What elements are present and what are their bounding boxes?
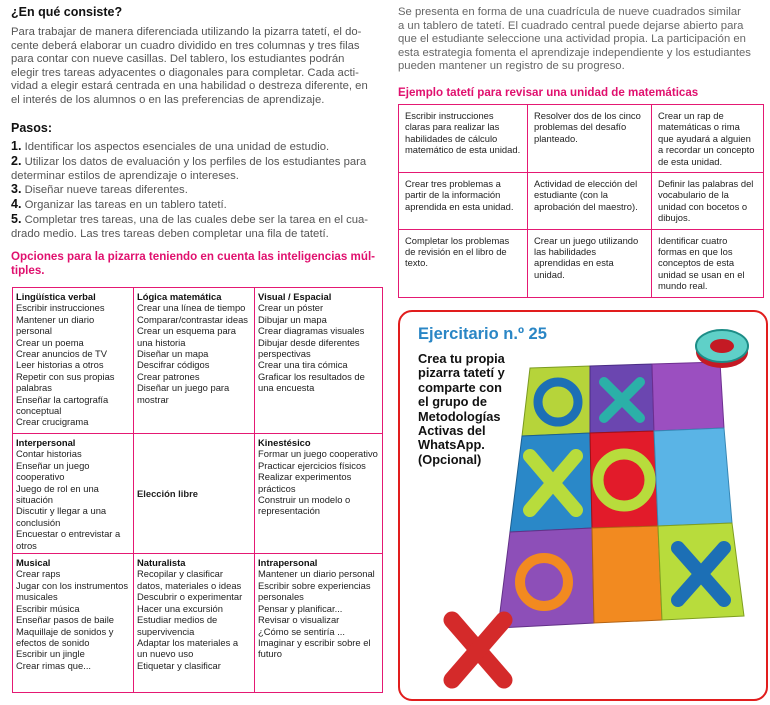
grid-cell: Visual / Espacial Crear un póster Dibujar un mapa Crear diagramas visuales Dibujar desde diferentes perspectivas Crear una tira cómica Graficar los resultados de una encuesta xyxy=(255,288,383,434)
grid-cell: Musical Crear raps Jugar con los instrumentos musicales Escribir música Enseñar pasos de baile Maquillaje de sonidos y efectos de sonido Escribir un jingle Crear rimas que... xyxy=(13,554,134,693)
grid-cell: Lógica matemática Crear una línea de tiempo Comparar/contrastar ideas Crear un esquema para una historia Diseñar un mapa Descifrar códigos Crear patrones Diseñar un juego para mostrar xyxy=(134,288,255,434)
grid-cell: Intrapersonal Mantener un diario personal Escribir sobre experiencias personales Pensar y planificar... Revisar o visualizar ¿Cómo se sentiría ... Imaginar y escribir sobre el futuro xyxy=(255,554,383,693)
paragraph-line: Para trabajar de manera diferenciada utilizando la pizarra tatetí, el do- xyxy=(11,26,362,38)
grid-cell-free-choice: Elección libre xyxy=(134,434,255,554)
paragraph-line: cente deberá elaborar un cuadro dividido en tres columnas y tres filas xyxy=(11,39,360,52)
intelligences-grid xyxy=(12,287,383,693)
consiste-heading: ¿En qué consiste? xyxy=(11,5,123,19)
tateti-cell: Escribir instrucciones claras para realizar las habilidades de cálculo matemático de esta unidad. xyxy=(399,105,528,173)
paragraph-line: elegir tres tareas adyacentes o diagonales para completar. Cada acti- xyxy=(11,66,359,79)
paragraph-line: vidad a elegir estará centrada en una habilidad o destreza diferente, en xyxy=(11,80,368,93)
tateti-cell: Crear tres problemas a partir de la información aprendida en esta unidad. xyxy=(399,173,528,230)
example-heading: Ejemplo tatetí para revisar una unidad de matemáticas xyxy=(398,86,699,99)
math-tateti-grid xyxy=(398,104,764,298)
tateti-cell: Crear un juego utilizando las habilidades aprendidas en esta unidad. xyxy=(528,229,652,297)
tateti-cell: Definir las palabras del vocabulario de la unidad con bocetos o dibujos. xyxy=(652,173,764,230)
tateti-cell: Actividad de elección del estudiante (con la aprobación del maestro). xyxy=(528,173,652,230)
step-item: 5. Completar tres tareas, una de las cuales debe ser la tarea en el cua- drado medio. Las tres tareas deben completar una fila de tatetí. xyxy=(11,211,369,240)
options-heading: Opciones para la pizarra teniendo en cuenta las inteligencias múl- tiples. xyxy=(11,250,376,277)
exercise-title: Ejercitario n.º 25 xyxy=(418,325,547,343)
step-item: 3. Diseñar nueve tareas diferentes. xyxy=(11,182,188,197)
tateti-cell: Completar los problemas de revisión en el libro de texto. xyxy=(399,229,528,297)
step-item: 1. Identificar los aspectos esenciales de una unidad de estudio. xyxy=(11,139,330,153)
grid-cell: Naturalista Recopilar y clasificar datos, materiales o ideas Descubrir o experimentar Hacer una excursión Estudiar medios de supervivencia Adaptar los materiales a un nuevo uso Etiquetar y clasificar xyxy=(134,554,255,693)
grid-cell: Kinestésico Formar un juego cooperativo Practicar ejercicios físicos Realizar experimentos prácticos Construir un modelo o representación xyxy=(255,434,383,554)
tateti-cell: Resolver dos de los cinco problemas del desafío planteado. xyxy=(528,105,652,173)
tateti-description: Se presenta en forma de una cuadrícula de nueve cuadrados similar a un tablero de tatetí. El cuadrado central puede dejarse abierto para que el estudiante seleccione una actividad propia. La participación en esta estrategia fomenta el aprendizaje independiente y los estudiantes pueden mantener un registro de su progreso. xyxy=(398,6,751,73)
tic-tac-toe-mat-illustration xyxy=(440,328,760,693)
steps-heading: Pasos: xyxy=(11,121,52,135)
tateti-cell: Identificar cuatro formas en que los conceptos de esta unidad se usan en el mundo real. xyxy=(652,229,764,297)
step-item: 4. Organizar las tareas en un tablero tatetí. xyxy=(11,197,227,212)
paragraph-line: para contar con nueve casillas. Del tablero, los estudiantes podrán xyxy=(11,53,345,66)
consiste-paragraph xyxy=(11,26,386,108)
exercise-text: Crea tu propia pizarra tatetí y comparte con el grupo de Metodologías Activas del WhatsApp. (Opcional) xyxy=(418,351,505,467)
x-piece xyxy=(452,620,504,680)
step-item: 2. Utilizar los datos de evaluación y los perfiles de los estudiantes para determinar estilos de aprendizaje o intereses. xyxy=(11,153,367,182)
tateti-cell: Crear un rap de matemáticas o rima que ayudará a alguien a recordar un concepto de esta unidad. xyxy=(652,105,764,173)
paragraph-line: el interés de los alumnos o en las preferencias de aprendizaje. xyxy=(11,93,325,106)
grid-cell: Interpersonal Contar historias Enseñar un juego cooperativo Juego de rol en una situación Discutir y llegar a una conclusión Encuestar o entrevistar a otros xyxy=(13,434,134,554)
steps-list xyxy=(11,140,386,242)
grid-cell: Lingüística verbal Escribir instrucciones Mantener un diario personal Crear un poema Crear anuncios de TV Leer historias a otros Repetir con sus propias palabras Enseñar la cartografía conceptual Crear crucigrama xyxy=(13,288,134,434)
